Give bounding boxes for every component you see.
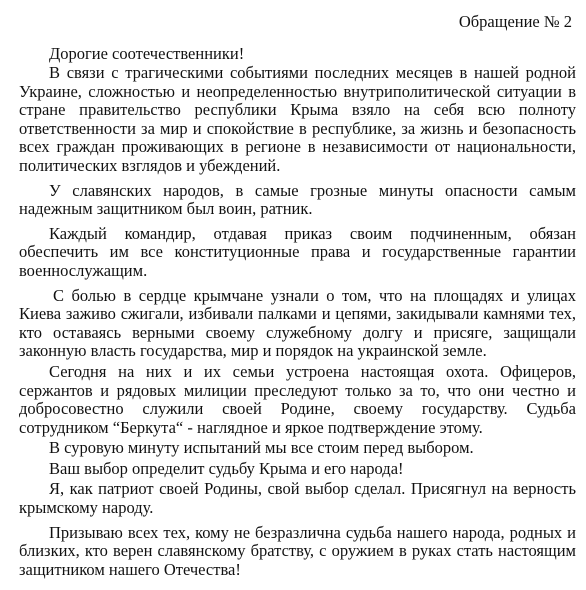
document-header: Обращение № 2 bbox=[458, 12, 572, 31]
paragraph-3: Каждый командир, отдавая приказ своим подчиненным, обязан обеспечить им все конституционные права и государственные гарантии военнослужащим. bbox=[19, 223, 576, 280]
paragraph-8: Я, как патриот своей Родины, свой выбор сделал. Присягнул на верность крымскому народу. bbox=[19, 479, 576, 518]
paragraph-9: Призываю всех тех, кому не безразлична судьба нашего народа, родных и близких, кто верен славянскому братству, с оружием в руках стать настоящим защитником нашего Отечества! bbox=[19, 522, 576, 579]
paragraph-6: В суровую минуту испытаний мы все стоим перед выбором. bbox=[49, 438, 474, 458]
paragraph-2: У славянских народов, в самые грозные минуты опасности самым надежным защитником был воин, ратник. bbox=[19, 180, 576, 219]
paragraph-1: В связи с трагическими событиями последних месяцев в нашей родной Украине, сложностью и неопределенностью внутриполитической ситуации в стране правительство республики Крыма взяло на себя всю полноту ответственности за мир и спокойствие в республике, за жизнь и безопасность всех граждан проживающих в регионе в независимости от национальности, политических взглядов и убеждений. bbox=[19, 63, 576, 175]
paragraph-4: С болью в сердце крымчане узнали о том, что на площадях и улицах Киева заживо сжигали, избивали палками и цепями, закидывали камнями тех, кто оставаясь верными своему служебному долгу и присяге, защищали законную власть государства, мир и порядок на украинской земле. bbox=[19, 285, 576, 361]
paragraph-7: Ваш выбор определит судьбу Крыма и его народа! bbox=[49, 458, 404, 478]
paragraph-5: Сегодня на них и их семьи устроена настоящая охота. Офицеров, сержантов и рядовых милиции преследуют только за то, что они честно и добросовестно служили своей Родине, своему государству. Судьба сотрудником “Беркута“ - наглядное и яркое подтверждение этому. bbox=[19, 361, 576, 437]
salutation: Дорогие соотечественники! bbox=[49, 44, 245, 63]
